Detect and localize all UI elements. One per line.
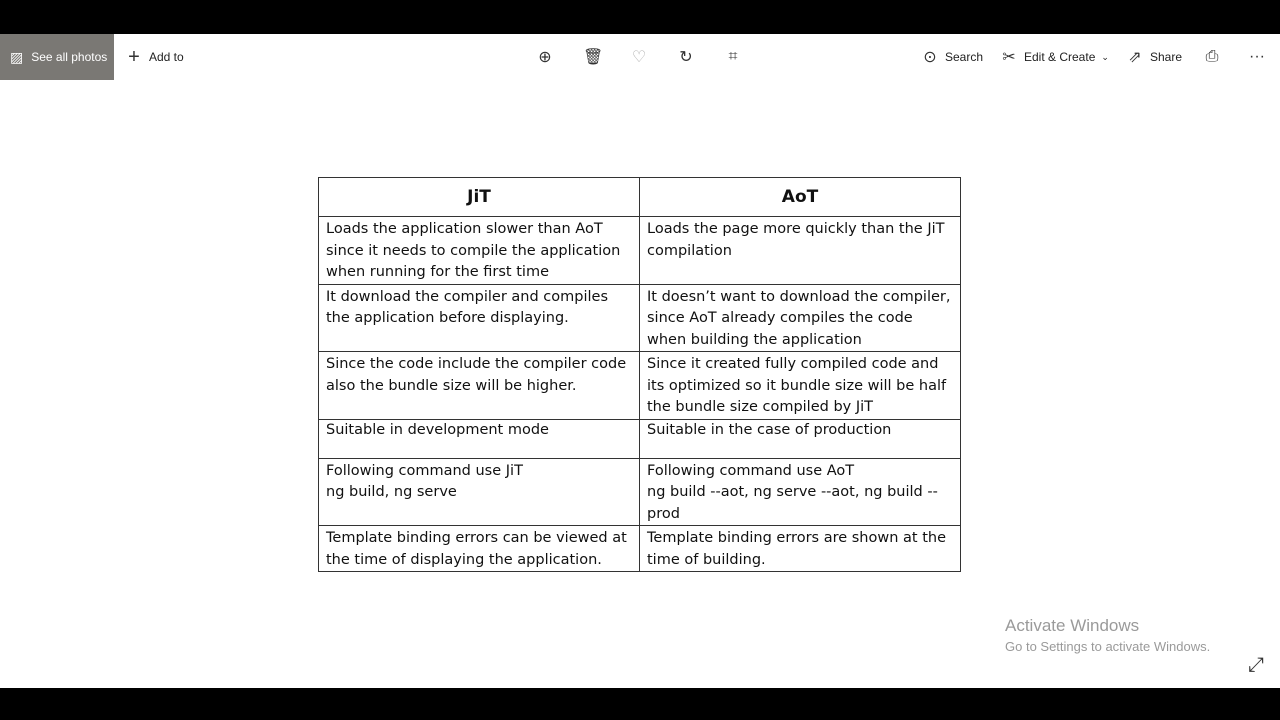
- expand-icon[interactable]: ⤢: [1248, 654, 1264, 676]
- see-all-photos-button[interactable]: [0, 34, 114, 80]
- crop-icon: ⌗: [728, 48, 738, 65]
- photo-icon: ▨: [10, 48, 24, 65]
- cell: It download the compiler and compiles the application before displaying.: [319, 284, 640, 352]
- search-button[interactable]: [921, 34, 983, 80]
- photos-app: [0, 34, 1280, 688]
- rotate-icon: ↻: [679, 49, 693, 66]
- edit-create-button[interactable]: [1000, 34, 1109, 80]
- table-header-row: [319, 178, 961, 217]
- table-row: [319, 284, 961, 352]
- print-button[interactable]: [1203, 34, 1221, 80]
- delete-button[interactable]: [583, 34, 604, 80]
- cell: Following command use JiT ng build, ng serve: [319, 458, 640, 526]
- toolbar: [0, 34, 1280, 80]
- table-row: [319, 352, 961, 420]
- cell: Since the code include the compiler code also the bundle size will be higher.: [319, 352, 640, 420]
- add-to-label: Add to: [149, 50, 184, 64]
- header-aot: AoT: [640, 178, 961, 217]
- trash-icon: 🗑: [583, 49, 604, 66]
- cell: Following command use AoT ng build --aot, ng serve --aot, ng build --prod: [640, 458, 961, 526]
- watermark-title: Activate Windows: [1005, 616, 1140, 635]
- cell: Loads the application slower than AoT since it needs to compile the application when running for the first time: [319, 217, 640, 285]
- rotate-button[interactable]: [677, 34, 695, 80]
- cell: Suitable in the case of production: [640, 419, 961, 458]
- zoom-in-icon: ⊕: [538, 49, 552, 66]
- zoom-button[interactable]: [536, 34, 554, 80]
- chevron-down-icon: ⌄: [1101, 51, 1109, 62]
- table-row: [319, 217, 961, 285]
- share-label: Share: [1150, 50, 1183, 64]
- see-all-label: See all photos: [31, 50, 108, 64]
- more-button[interactable]: [1248, 34, 1266, 80]
- more-icon: ···: [1249, 48, 1265, 65]
- cell: Loads the page more quickly than the JiT compilation: [640, 217, 961, 285]
- cell: It doesn’t want to download the compiler, since AoT already compiles the code when building the application: [640, 284, 961, 352]
- bottom-black-bar: [0, 688, 1280, 720]
- share-icon: ⇗: [1128, 49, 1142, 66]
- header-jit: JiT: [319, 178, 640, 217]
- comparison-table: [318, 177, 961, 572]
- activate-windows-watermark: [1005, 616, 1210, 654]
- table-row: [319, 419, 961, 458]
- plus-icon: +: [128, 45, 140, 68]
- edit-icon: ✂: [1002, 49, 1016, 66]
- cell: Template binding errors can be viewed at the time of displaying the application.: [319, 526, 640, 572]
- printer-icon: ⎙: [1205, 48, 1219, 65]
- visual-search-icon: ⊙: [923, 49, 937, 66]
- crop-button[interactable]: [724, 34, 742, 80]
- table-row: [319, 458, 961, 526]
- cell: Since it created fully compiled code and its optimized so it bundle size will be half the bundle size compiled by JiT: [640, 352, 961, 420]
- share-button[interactable]: [1126, 34, 1182, 80]
- watermark-subtitle: Go to Settings to activate Windows.: [1005, 639, 1211, 654]
- edit-create-label: Edit & Create: [1024, 50, 1096, 64]
- cell: Template binding errors are shown at the time of building.: [640, 526, 961, 572]
- heart-icon: ♡: [631, 49, 647, 66]
- cell: Suitable in development mode: [319, 419, 640, 458]
- top-black-bar: [0, 0, 1280, 34]
- table-row: [319, 526, 961, 572]
- favorite-button[interactable]: [630, 34, 648, 80]
- search-label: Search: [945, 50, 984, 64]
- add-to-button[interactable]: [125, 34, 184, 80]
